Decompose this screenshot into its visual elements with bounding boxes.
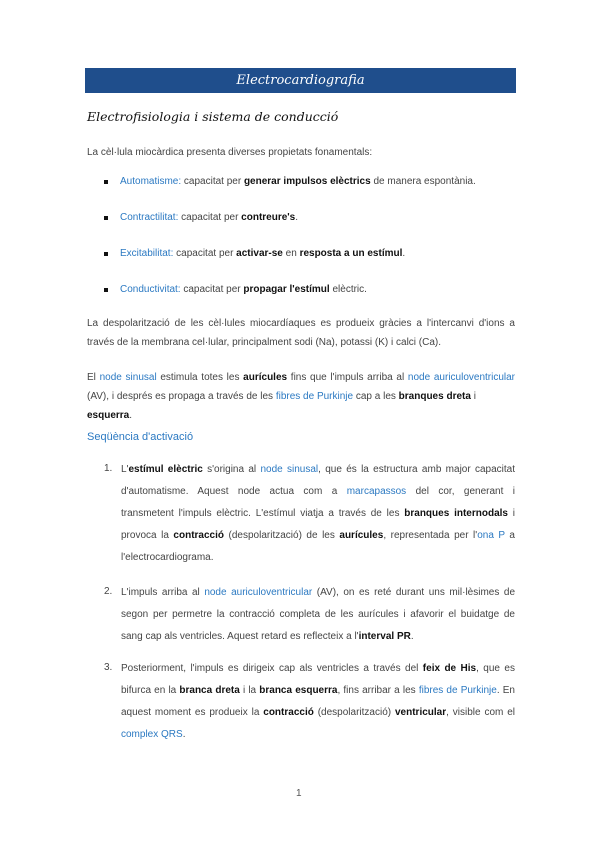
term: node sinusal <box>260 464 319 475</box>
text: estimula totes les <box>156 372 244 383</box>
step-2-text <box>121 582 515 648</box>
step-number: 1. <box>104 463 113 474</box>
text: i <box>507 508 516 519</box>
text: s'origina al <box>202 464 261 475</box>
paragraph-line <box>121 459 515 481</box>
text: . En <box>496 685 515 696</box>
text: d'automatisme. Aquest node actua com a <box>121 486 347 497</box>
term: ona P <box>477 530 505 541</box>
text: segon per permetre la contracció completa de les aurícules i afavorir el buidatge de <box>121 609 515 620</box>
bullet-key: resposta a un estímul <box>299 248 403 259</box>
text: , que és la estructura amb major capacitat <box>318 464 516 475</box>
text: (AV), on es reté durant uns mil·lèsimes de <box>312 587 516 598</box>
term: marcapassos <box>346 486 407 497</box>
key-term: aurícules <box>243 372 288 383</box>
key-term: branca dreta <box>179 685 240 696</box>
text: a <box>504 530 515 541</box>
paragraph-line <box>121 724 515 746</box>
step-3-text <box>121 658 515 746</box>
text: l'electrocardiograma. <box>121 552 214 563</box>
text: i <box>470 391 476 402</box>
paragraph-line <box>121 604 515 626</box>
bullet-icon <box>104 216 108 220</box>
text: provoca la <box>121 530 174 541</box>
bullet-icon <box>104 180 108 184</box>
bullet-term: Conductivitat: <box>120 284 181 295</box>
term: node auriculoventricular <box>407 372 516 383</box>
section-title: Electrofisiologia i sistema de conducció <box>87 109 339 124</box>
bullet-key: contreure's <box>241 212 296 223</box>
bullet-text: . <box>295 212 299 223</box>
bullet-key: propagar l'estímul <box>243 284 330 295</box>
text: , que es <box>476 663 515 674</box>
key-term: branques internodals <box>404 508 508 519</box>
key-term: contracció <box>263 707 314 718</box>
bullet-text: capacitat per <box>181 176 244 187</box>
paragraph-line <box>121 658 515 680</box>
key-term: interval PR <box>358 631 411 642</box>
paragraph-line <box>121 481 515 503</box>
paragraph-line <box>121 525 515 547</box>
text: L'impuls arriba al <box>121 587 205 598</box>
term: fibres de Purkinje <box>418 685 497 696</box>
paragraph-line <box>121 503 515 525</box>
term: fibres de Purkinje <box>275 391 354 402</box>
bullet-term: Excitabilitat: <box>120 248 174 259</box>
text: L' <box>121 464 129 475</box>
text: . <box>410 631 414 642</box>
text: , representada per l' <box>383 530 478 541</box>
bullet-icon <box>104 288 108 292</box>
key-term: estímul elèctric <box>128 464 203 475</box>
bullet-text: capacitat per <box>180 284 244 295</box>
bullet-key: activar-se <box>236 248 283 259</box>
key-term: aurícules <box>339 530 384 541</box>
bullet-text: en <box>282 248 300 259</box>
key-term: esquerra <box>87 410 130 421</box>
term: node sinusal <box>99 372 157 383</box>
paragraph-line <box>121 702 515 724</box>
text: , fins arribar a les <box>337 685 419 696</box>
document-title-banner <box>85 68 516 93</box>
text: del cor, generant i <box>406 486 515 497</box>
step-1-text <box>121 459 515 569</box>
bullet-key: generar impulsos elèctrics <box>243 176 371 187</box>
step-number: 2. <box>104 586 113 597</box>
text: Posteriorment, l'impuls es dirigeix cap als ventricles a través del <box>121 663 423 674</box>
paragraph-line <box>121 626 515 648</box>
text: . <box>129 410 133 421</box>
subheading-activation-sequence: Seqüència d'activació <box>87 431 194 443</box>
text: transmetent l'impuls elèctric. L'estímul viatja a través de les <box>121 508 405 519</box>
key-term: branca esquerra <box>259 685 338 696</box>
step-number: 3. <box>104 662 113 673</box>
term: complex QRS <box>121 729 183 740</box>
text: El <box>87 372 100 383</box>
term: node auriculoventricular <box>204 587 313 598</box>
depolarization-paragraph <box>87 314 515 352</box>
text: bifurca en la <box>121 685 180 696</box>
key-term: feix de His <box>422 663 477 674</box>
text: (AV), i després es propaga a través de les <box>87 391 276 402</box>
bullet-icon <box>104 252 108 256</box>
bullet-term: Automatisme: <box>120 176 182 187</box>
paragraph-line: La despolarització de les cèl·lules miocardíaques es produeix gràcies a l'intercanvi d'ions a <box>87 318 515 329</box>
key-term: branques dreta <box>398 391 471 402</box>
document-title: Electrocardiografia <box>236 73 365 88</box>
text: , visible com el <box>446 707 516 718</box>
text: fins que l'impuls arriba al <box>287 372 408 383</box>
text: (despolarització) de les <box>224 530 340 541</box>
text: . <box>182 729 186 740</box>
text: cap a les <box>353 391 399 402</box>
page-number: 1 <box>296 788 302 799</box>
text: (despolarització) <box>313 707 395 718</box>
paragraph-line: través de la membrana cel·lular, principalment sodi (Na), potassi (K) i calci (Ca). <box>87 337 442 348</box>
bullet-text: capacitat per <box>173 248 237 259</box>
text: aquest moment es produeix la <box>121 707 264 718</box>
intro-paragraph: La cèl·lula miocàrdica presenta diverses propietats fonamentals: <box>87 147 373 158</box>
key-term: contracció <box>173 530 224 541</box>
paragraph-line <box>121 680 515 702</box>
bullet-term: Contractilitat: <box>120 212 179 223</box>
bullet-text: elèctric. <box>329 284 367 295</box>
bullet-text: de manera espontània. <box>370 176 476 187</box>
conduction-paragraph <box>87 368 515 425</box>
text: sang cap als ventricles. Aquest retard es reflecteix a l' <box>121 631 359 642</box>
bullet-text: . <box>402 248 406 259</box>
text: i la <box>239 685 260 696</box>
key-term: ventricular <box>394 707 447 718</box>
paragraph-line <box>121 547 515 569</box>
paragraph-line <box>87 368 515 387</box>
paragraph-line <box>87 387 515 425</box>
paragraph-line <box>121 582 515 604</box>
bullet-text: capacitat per <box>178 212 242 223</box>
